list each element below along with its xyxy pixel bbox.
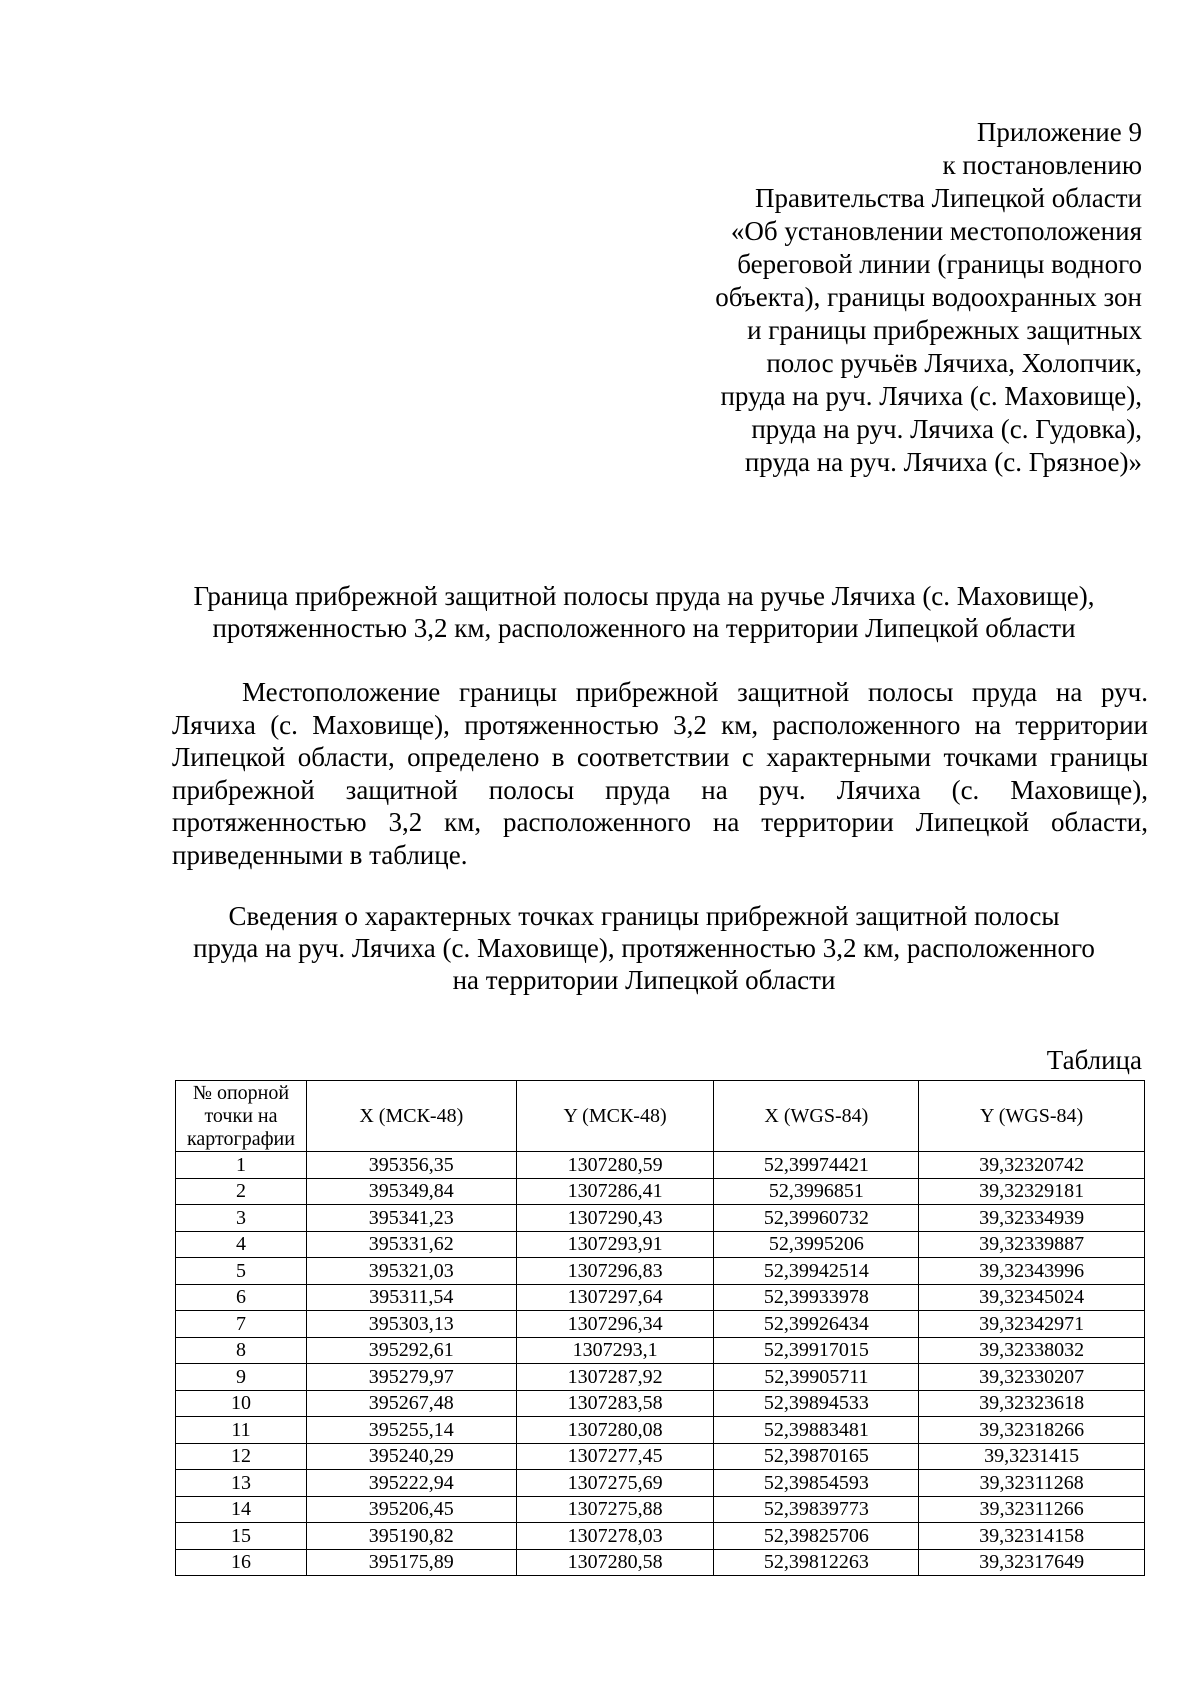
cell-point-number: 3	[176, 1205, 307, 1232]
section-heading	[160, 580, 1128, 644]
cell-x-msk: 395206,45	[306, 1496, 516, 1523]
cell-y-wgs: 39,3231415	[919, 1443, 1145, 1470]
table-header-row	[176, 1081, 1145, 1152]
appendix-line: и границы прибрежных защитных	[747, 315, 1142, 345]
cell-x-wgs: 52,3995206	[714, 1231, 919, 1258]
cell-x-msk: 395349,84	[306, 1178, 516, 1205]
appendix-line: к постановлению	[942, 150, 1142, 180]
cell-point-number: 2	[176, 1178, 307, 1205]
cell-x-wgs: 52,39905711	[714, 1364, 919, 1391]
cell-x-wgs: 52,39942514	[714, 1258, 919, 1285]
appendix-line: «Об установлении местоположения	[730, 216, 1142, 246]
cell-x-msk: 395190,82	[306, 1523, 516, 1550]
appendix-line: пруда на руч. Лячиха (с. Маховище),	[720, 381, 1142, 411]
cell-y-wgs: 39,32311266	[919, 1496, 1145, 1523]
cell-y-wgs: 39,32330207	[919, 1364, 1145, 1391]
cell-x-wgs: 52,39894533	[714, 1390, 919, 1417]
cell-x-wgs: 52,39839773	[714, 1496, 919, 1523]
cell-point-number: 4	[176, 1231, 307, 1258]
heading-line: протяженностью 3,2 км, расположенного на территории Липецкой области	[212, 613, 1076, 643]
table-row	[176, 1231, 1145, 1258]
cell-x-wgs: 52,39812263	[714, 1549, 919, 1576]
cell-y-msk: 1307287,92	[516, 1364, 714, 1391]
appendix-line: береговой линии (границы водного	[737, 249, 1142, 279]
cell-x-msk: 395279,97	[306, 1364, 516, 1391]
cell-y-msk: 1307277,45	[516, 1443, 714, 1470]
table-row	[176, 1178, 1145, 1205]
cell-x-msk: 395222,94	[306, 1470, 516, 1497]
cell-x-msk: 395292,61	[306, 1337, 516, 1364]
table-row	[176, 1390, 1145, 1417]
cell-y-msk: 1307296,34	[516, 1311, 714, 1338]
table-row	[176, 1417, 1145, 1444]
table-row	[176, 1258, 1145, 1285]
cell-y-wgs: 39,32334939	[919, 1205, 1145, 1232]
appendix-line: объекта), границы водоохранных зон	[715, 282, 1142, 312]
cell-x-wgs: 52,39870165	[714, 1443, 919, 1470]
table-row	[176, 1284, 1145, 1311]
body-paragraph: Местоположение границы прибрежной защитной полосы пруда на руч. Лячиха (с. Маховище), протяженностью 3,2 км, расположенного на территории Липецкой области, определено в соответствии с характерными точками границы прибрежной защитной полосы пруда на руч. Лячиха (с. Маховище), протяженностью 3,2 км, расположенного на территории Липецкой области, приведенными в таблице.	[172, 677, 1148, 870]
cell-y-msk: 1307280,08	[516, 1417, 714, 1444]
cell-y-wgs: 39,32318266	[919, 1417, 1145, 1444]
cell-y-msk: 1307283,58	[516, 1390, 714, 1417]
heading-line: Граница прибрежной защитной полосы пруда на ручье Лячиха (с. Маховище),	[193, 581, 1095, 611]
header-y-msk: Y (МСК-48)	[516, 1081, 714, 1152]
cell-x-wgs: 52,39974421	[714, 1152, 919, 1179]
cell-y-wgs: 39,32342971	[919, 1311, 1145, 1338]
cell-x-wgs: 52,39960732	[714, 1205, 919, 1232]
table-row	[176, 1523, 1145, 1550]
table-row	[176, 1205, 1145, 1232]
cell-point-number: 15	[176, 1523, 307, 1550]
cell-y-msk: 1307275,69	[516, 1470, 714, 1497]
cell-x-msk: 395255,14	[306, 1417, 516, 1444]
table-row	[176, 1496, 1145, 1523]
cell-y-wgs: 39,32323618	[919, 1390, 1145, 1417]
cell-y-wgs: 39,32343996	[919, 1258, 1145, 1285]
table-label: Таблица	[1046, 1045, 1142, 1075]
cell-y-wgs: 39,32338032	[919, 1337, 1145, 1364]
cell-point-number: 16	[176, 1549, 307, 1576]
table-row	[176, 1364, 1145, 1391]
cell-x-wgs: 52,39883481	[714, 1417, 919, 1444]
caption-line: Сведения о характерных точках границы прибрежной защитной полосы	[228, 901, 1060, 931]
cell-y-msk: 1307290,43	[516, 1205, 714, 1232]
cell-y-msk: 1307286,41	[516, 1178, 714, 1205]
cell-y-msk: 1307278,03	[516, 1523, 714, 1550]
cell-point-number: 11	[176, 1417, 307, 1444]
appendix-line: Правительства Липецкой области	[754, 183, 1142, 213]
cell-x-msk: 395321,03	[306, 1258, 516, 1285]
cell-x-msk: 395267,48	[306, 1390, 516, 1417]
table-row	[176, 1152, 1145, 1179]
cell-y-msk: 1307275,88	[516, 1496, 714, 1523]
header-x-wgs: X (WGS-84)	[714, 1081, 919, 1152]
cell-point-number: 13	[176, 1470, 307, 1497]
caption-line: пруда на руч. Лячиха (с. Маховище), протяженностью 3,2 км, расположенного	[193, 933, 1095, 963]
cell-x-wgs: 52,39917015	[714, 1337, 919, 1364]
cell-y-msk: 1307293,91	[516, 1231, 714, 1258]
cell-x-msk: 395341,23	[306, 1205, 516, 1232]
cell-y-msk: 1307297,64	[516, 1284, 714, 1311]
cell-point-number: 8	[176, 1337, 307, 1364]
table-row	[176, 1470, 1145, 1497]
table-row	[176, 1549, 1145, 1576]
cell-x-msk: 395331,62	[306, 1231, 516, 1258]
cell-y-msk: 1307293,1	[516, 1337, 714, 1364]
table-row	[176, 1311, 1145, 1338]
cell-y-msk: 1307296,83	[516, 1258, 714, 1285]
cell-y-msk: 1307280,59	[516, 1152, 714, 1179]
cell-point-number: 12	[176, 1443, 307, 1470]
table-body	[176, 1152, 1145, 1576]
cell-y-wgs: 39,32345024	[919, 1284, 1145, 1311]
cell-x-wgs: 52,39825706	[714, 1523, 919, 1550]
cell-y-wgs: 39,32320742	[919, 1152, 1145, 1179]
cell-point-number: 5	[176, 1258, 307, 1285]
cell-x-msk: 395311,54	[306, 1284, 516, 1311]
cell-y-msk: 1307280,58	[516, 1549, 714, 1576]
table-row	[176, 1443, 1145, 1470]
cell-x-wgs: 52,39926434	[714, 1311, 919, 1338]
appendix-line: Приложение 9	[976, 117, 1142, 147]
appendix-line: полос ручьёв Лячиха, Холопчик,	[766, 348, 1142, 378]
cell-y-wgs: 39,32339887	[919, 1231, 1145, 1258]
cell-x-msk: 395303,13	[306, 1311, 516, 1338]
header-x-msk: X (МСК-48)	[306, 1081, 516, 1152]
cell-point-number: 9	[176, 1364, 307, 1391]
coordinates-table	[175, 1080, 1145, 1576]
cell-point-number: 6	[176, 1284, 307, 1311]
table-caption	[160, 900, 1128, 996]
cell-y-wgs: 39,32311268	[919, 1470, 1145, 1497]
header-point-number: № опорной точки на картографии	[176, 1081, 307, 1152]
appendix-header	[522, 116, 1142, 479]
cell-x-wgs: 52,3996851	[714, 1178, 919, 1205]
cell-x-msk: 395175,89	[306, 1549, 516, 1576]
cell-x-wgs: 52,39854593	[714, 1470, 919, 1497]
cell-point-number: 1	[176, 1152, 307, 1179]
cell-point-number: 7	[176, 1311, 307, 1338]
cell-point-number: 10	[176, 1390, 307, 1417]
cell-y-wgs: 39,32329181	[919, 1178, 1145, 1205]
cell-x-msk: 395240,29	[306, 1443, 516, 1470]
appendix-line: пруда на руч. Лячиха (с. Грязное)»	[744, 447, 1142, 477]
cell-x-wgs: 52,39933978	[714, 1284, 919, 1311]
cell-x-msk: 395356,35	[306, 1152, 516, 1179]
caption-line: на территории Липецкой области	[452, 965, 836, 995]
cell-point-number: 14	[176, 1496, 307, 1523]
table-row	[176, 1337, 1145, 1364]
header-y-wgs: Y (WGS-84)	[919, 1081, 1145, 1152]
cell-y-wgs: 39,32317649	[919, 1549, 1145, 1576]
appendix-line: пруда на руч. Лячиха (с. Гудовка),	[751, 414, 1142, 444]
cell-y-wgs: 39,32314158	[919, 1523, 1145, 1550]
